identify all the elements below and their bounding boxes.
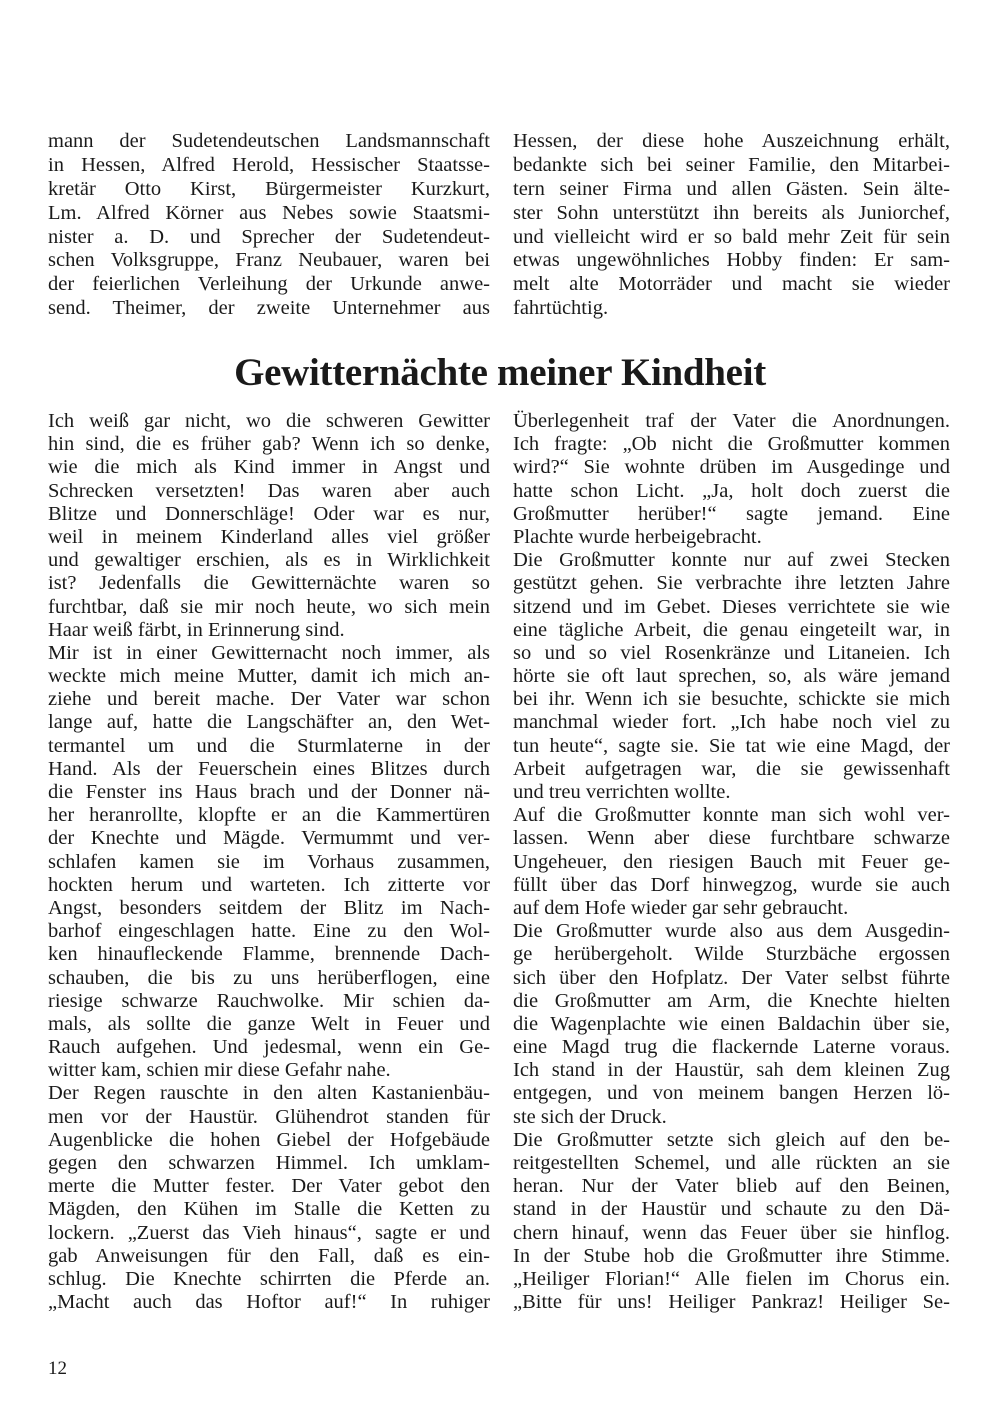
text-line: Augenblicke die hohen Giebel der Hofgebäude xyxy=(48,1128,490,1151)
text-line: Der Regen rauschte in den alten Kastanienbäu- xyxy=(48,1082,490,1105)
text-line: tern seiner Firma und allen Gästen. Sein älte- xyxy=(513,177,950,200)
text-line: hin sind, die es früher gab? Wenn ich so denke, xyxy=(48,433,490,456)
text-line: eine Magd trug die flackernde Laterne voraus. xyxy=(513,1036,950,1059)
text-line: Lm. Alfred Körner aus Nebes sowie Staatsmi- xyxy=(48,201,490,224)
text-line: weil in meinem Kinderland alles viel größer xyxy=(48,525,490,548)
paragraph xyxy=(513,920,950,1129)
text-line: fahrtüchtig. xyxy=(513,297,609,320)
text-line: Die Großmutter setzte sich gleich auf den be- xyxy=(513,1128,950,1151)
paragraph xyxy=(513,410,950,549)
text-line: „Heiliger Florian!“ Alle fielen im Chorus ein. xyxy=(513,1267,950,1290)
text-line: so und so viel Rosenkränze und Litaneien. Ich xyxy=(513,641,950,664)
text-line: wie die mich als Kind immer in Angst und xyxy=(48,456,490,479)
text-line: ster Sohn unterstützt ihn bereits als Juniorchef, xyxy=(513,201,950,224)
text-line: füllt über das Dorf hinwegzog, wurde sie auch xyxy=(513,873,950,896)
text-line: weckte mich meine Mutter, damit ich mich an- xyxy=(48,665,490,688)
article-left-column xyxy=(48,410,490,1314)
text-line: Angst, besonders seitdem der Blitz im Nach- xyxy=(48,896,490,919)
text-line: Schrecken versetzten! Das waren aber auch xyxy=(48,479,490,502)
text-line: die Großmutter am Arm, die Knechte hielten xyxy=(513,989,950,1012)
text-line: Überlegenheit traf der Vater die Anordnungen. xyxy=(513,410,950,432)
paragraph xyxy=(48,410,490,642)
text-line: bei ihr. Wenn ich sie besuchte, schickte sie mich xyxy=(513,688,950,711)
text-line: und treu verrichten wollte. xyxy=(513,781,731,803)
paragraph xyxy=(48,1082,490,1314)
text-line: Die Großmutter konnte nur auf zwei Stecken xyxy=(513,549,950,572)
text-line: ken hinaufleckende Flamme, brennende Dach- xyxy=(48,943,490,966)
text-line: furchtbar, daß sie mir noch heute, wo sich mein xyxy=(48,595,490,618)
paragraph xyxy=(48,130,490,321)
text-line: kretär Otto Kirst, Bürgermeister Kurzkurt, xyxy=(48,177,490,200)
text-line: ste sich der Druck. xyxy=(513,1105,667,1128)
article-title: Gewitternächte meiner Kindheit xyxy=(234,351,766,394)
text-line: Hessen, der diese hohe Auszeichnung erhält, xyxy=(513,130,950,152)
paragraph xyxy=(513,549,950,804)
text-line: die Wagenplachte wie einen Baldachin über sie, xyxy=(513,1012,950,1035)
text-line: lassen. Wenn aber diese furchtbare schwarze xyxy=(513,827,950,850)
text-line: Mir ist in einer Gewitternacht noch immer, als xyxy=(48,641,490,664)
article-right-column xyxy=(513,410,950,1314)
text-line: Auf die Großmutter konnte man sich wohl ver- xyxy=(513,804,950,827)
text-line: send. Theimer, der zweite Unternehmer aus xyxy=(48,297,490,320)
text-line: chern hinauf, wenn das Feuer über sie hinflog. xyxy=(513,1221,950,1244)
text-line: schlafen kamen sie im Vorhaus zusammen, xyxy=(48,850,490,873)
text-line: hörte sie oft laut sprechen, so, als wäre jemand xyxy=(513,665,950,688)
paragraph xyxy=(513,1129,950,1315)
text-line: der feierlichen Verleihung der Urkunde anwe- xyxy=(48,273,490,296)
text-line: hatte schon Licht. „Ja, holt doch zuerst die xyxy=(513,479,950,502)
text-line: melt alte Motorräder und macht sie wieder xyxy=(513,273,950,296)
text-line: und gewaltiger erschien, als es in Wirklichkeit xyxy=(48,549,490,572)
text-line: lange auf, hatte die Langschäfter an, den Wet- xyxy=(48,711,490,734)
paragraph xyxy=(48,642,490,1083)
text-line: nister a. D. und Sprecher der Sudetendeut- xyxy=(48,225,490,248)
text-line: „Bitte für uns! Heiliger Pankraz! Heiliger Se- xyxy=(513,1291,950,1314)
text-line: lockern. „Zuerst das Vieh hinaus“, sagte er und xyxy=(48,1221,490,1244)
paragraph xyxy=(513,804,950,920)
text-line: der Knechte und Mägde. Vermummt und ver- xyxy=(48,827,490,850)
text-line: ziehe und bereit mache. Der Vater war schon xyxy=(48,688,490,711)
text-line: und vielleicht wird er so bald mehr Zeit für sein xyxy=(513,225,950,248)
text-line: gab Anweisungen für den Fall, daß es ein- xyxy=(48,1244,490,1267)
text-line: manchmal wieder fort. „Ich habe noch viel zu xyxy=(513,711,950,734)
text-line: In der Stube hob die Großmutter ihre Stimme. xyxy=(513,1244,950,1267)
text-line: Arbeit aufgetragen war, die sie gewissenhaft xyxy=(513,757,950,780)
text-line: Blitze und Donnerschläge! Oder war es nur, xyxy=(48,502,490,525)
text-line: barhof eingeschlagen hatte. Eine zu den Wol- xyxy=(48,920,490,943)
text-line: men vor der Haustür. Glühendrot standen für xyxy=(48,1105,490,1128)
page-number: 12 xyxy=(48,1358,67,1379)
text-line: entgegen, und von meinem bangen Herzen lö- xyxy=(513,1082,950,1105)
text-line: merte die Mutter fester. Der Vater gebot den xyxy=(48,1175,490,1198)
text-line: Ungeheuer, den riesigen Bauch mit Feuer ge- xyxy=(513,850,950,873)
text-line: schauben, die bis zu uns herüberflogen, eine xyxy=(48,966,490,989)
text-line: Mägden, den Kühen im Stalle die Ketten zu xyxy=(48,1198,490,1221)
text-line: riesige schwarze Rauchwolke. Mir schien da- xyxy=(48,989,490,1012)
text-line: tun heute“, sagte sie. Sie tat wie eine Magd, der xyxy=(513,734,950,757)
text-line: Ich fragte: „Ob nicht die Großmutter kommen xyxy=(513,433,950,456)
text-line: Großmutter herüber!“ sagte jemand. Eine xyxy=(513,502,950,525)
text-line: her heranrollte, klopfte er an die Kammertüren xyxy=(48,804,490,827)
text-line: Rauch aufgehen. Und jedesmal, wenn ein Ge- xyxy=(48,1036,490,1059)
text-line: eine tägliche Arbeit, die genau eingeteilt war, in xyxy=(513,618,950,641)
top-left-column xyxy=(48,130,490,321)
text-line: schen Volksgruppe, Franz Neubauer, waren bei xyxy=(48,249,490,272)
paragraph xyxy=(513,130,950,321)
text-line: Die Großmutter wurde also aus dem Ausgedin- xyxy=(513,920,950,943)
text-line: „Macht auch das Hoftor auf!“ In ruhiger xyxy=(48,1291,490,1314)
text-line: etwas ungewöhnliches Hobby finden: Er sam- xyxy=(513,249,950,272)
text-line: auf dem Hofe wieder gar sehr gebraucht. xyxy=(513,896,849,919)
text-line: in Hessen, Alfred Herold, Hessischer Staatsse- xyxy=(48,153,490,176)
text-line: hockten herum und warteten. Ich zitterte vor xyxy=(48,873,490,896)
text-line: ist? Jedenfalls die Gewitternächte waren so xyxy=(48,572,490,595)
text-line: sich über den Hofplatz. Der Vater selbst führte xyxy=(513,966,950,989)
text-line: schlug. Die Knechte schirrten die Pferde an. xyxy=(48,1267,490,1290)
text-line: wird?“ Sie wohnte drüben im Ausgedinge und xyxy=(513,456,950,479)
text-line: bedankte sich bei seiner Familie, den Mitarbei- xyxy=(513,153,950,176)
text-line: ge herübergeholt. Wilde Sturzbäche ergossen xyxy=(513,943,950,966)
text-line: mann der Sudetendeutschen Landsmannschaft xyxy=(48,130,490,152)
text-line: Ich stand in der Haustür, sah dem kleinen Zug xyxy=(513,1059,950,1082)
text-line: mals, als sollte die ganze Welt in Feuer und xyxy=(48,1012,490,1035)
text-line: Ich weiß gar nicht, wo die schweren Gewitter xyxy=(48,410,490,432)
text-line: heran. Nur der Vater blieb auf den Beinen, xyxy=(513,1175,950,1198)
text-line: gestützt gehen. Sie verbrachte ihre letzten Jahre xyxy=(513,572,950,595)
text-line: witter kam, schien mir diese Gefahr nahe. xyxy=(48,1059,391,1082)
text-line: stand in der Haustür und schaute zu den Dä- xyxy=(513,1198,950,1221)
text-line: termantel um und die Sturmlaterne in der xyxy=(48,734,490,757)
text-line: sitzend und im Gebet. Dieses verrichtete sie wie xyxy=(513,595,950,618)
text-line: Haar weiß färbt, in Erinnerung sind. xyxy=(48,618,345,641)
text-line: Plachte wurde herbeigebracht. xyxy=(513,525,762,548)
top-right-column xyxy=(513,130,950,321)
text-line: Hand. Als der Feuerschein eines Blitzes durch xyxy=(48,757,490,780)
text-line: die Fenster ins Haus brach und der Donner nä- xyxy=(48,781,490,803)
text-line: gegen den schwarzen Himmel. Ich umklam- xyxy=(48,1152,490,1174)
text-line: reitgestellten Schemel, und alle rückten an sie xyxy=(513,1152,950,1174)
